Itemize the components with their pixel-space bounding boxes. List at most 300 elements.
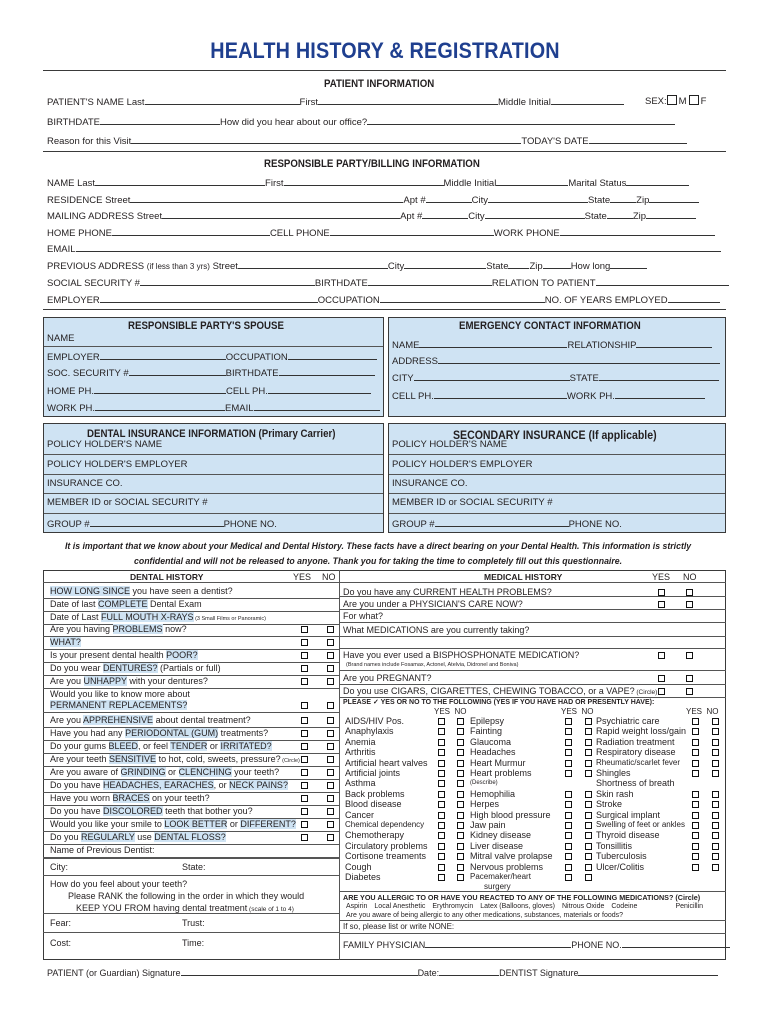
ec-work-field[interactable]	[615, 389, 705, 399]
spouse-email-field[interactable]	[254, 401, 380, 411]
condition-yes-checkbox[interactable]	[565, 728, 572, 735]
prev-street-field[interactable]	[238, 259, 388, 269]
dental-text: HEADACHES, EARACHES	[103, 780, 214, 790]
condition-no-checkbox[interactable]	[712, 832, 719, 839]
condition-yes-checkbox[interactable]	[438, 791, 445, 798]
condition-no-checkbox[interactable]	[712, 864, 719, 871]
label-prev-address: PREVIOUS ADDRESS	[47, 261, 145, 272]
dental-no-checkbox[interactable]	[327, 769, 334, 776]
condition-no-checkbox[interactable]	[585, 739, 592, 746]
condition-no-checkbox[interactable]	[712, 812, 719, 819]
ec-relationship-field[interactable]	[636, 338, 712, 348]
sex-m-checkbox[interactable]	[667, 95, 677, 105]
residence-field[interactable]	[130, 193, 403, 203]
dental-yes-checkbox[interactable]	[301, 782, 308, 789]
dental-question-q8	[50, 676, 208, 686]
condition-yes-checkbox[interactable]	[565, 843, 572, 850]
dental-no-checkbox[interactable]	[327, 639, 334, 646]
dental-no-header: NO	[322, 572, 336, 582]
condition-yes-checkbox[interactable]	[692, 832, 699, 839]
condition-no-checkbox[interactable]	[712, 718, 719, 725]
condition-yes-checkbox[interactable]	[565, 760, 572, 767]
label-ins1-phone: PHONE NO.	[223, 519, 277, 530]
condition-no-checkbox[interactable]	[585, 822, 592, 829]
dental-no-checkbox[interactable]	[327, 756, 334, 763]
condition-yes-checkbox[interactable]	[692, 843, 699, 850]
condition-yes-checkbox[interactable]	[438, 770, 445, 777]
allergen-local-anesthetic[interactable]: Local Anesthetic	[374, 903, 426, 910]
dental-yes-checkbox[interactable]	[301, 702, 308, 709]
dental-yes-checkbox[interactable]	[301, 626, 308, 633]
billing-birthdate-field[interactable]	[368, 276, 492, 286]
condition-yes-checkbox[interactable]	[438, 749, 445, 756]
condition-no-checkbox[interactable]	[457, 822, 464, 829]
condition-no-checkbox[interactable]	[712, 843, 719, 850]
medical-no-checkbox[interactable]	[686, 675, 693, 682]
condition-no-checkbox[interactable]	[712, 822, 719, 829]
dental-text: Is your present dental health	[50, 650, 167, 660]
med-line-6	[339, 670, 726, 671]
dental-yes-checkbox[interactable]	[301, 743, 308, 750]
prev-zip-field[interactable]	[543, 259, 571, 269]
zip-field[interactable]	[649, 193, 699, 203]
dental-no-checkbox[interactable]	[327, 834, 334, 841]
label-prev-city: City	[387, 261, 405, 272]
dental-no-checkbox[interactable]	[327, 652, 334, 659]
dental-no-checkbox[interactable]	[327, 795, 334, 802]
city-field[interactable]	[488, 193, 588, 203]
condition-2-1: Rapid weight loss/gain	[596, 726, 687, 737]
label-years: NO. OF YEARS EMPLOYED	[544, 295, 668, 306]
allergy-question: ARE YOU ALLERGIC TO OR HAVE YOU REACTED TO ANY OF THE FOLLOWING MEDICATIONS? (Circle)	[343, 893, 701, 902]
condition-yes-checkbox[interactable]	[438, 739, 445, 746]
label-physician-phone: PHONE NO.	[571, 940, 622, 950]
condition-no-checkbox[interactable]	[712, 739, 719, 746]
label-spouse-birthdate: BIRTHDATE	[225, 368, 279, 379]
dental-yes-checkbox[interactable]	[301, 678, 308, 685]
medical-no-checkbox[interactable]	[686, 688, 693, 695]
condition-yes-checkbox[interactable]	[438, 801, 445, 808]
condition-no-checkbox[interactable]	[712, 749, 719, 756]
dental-text: LOOK BETTER	[164, 819, 228, 829]
condition-yes-checkbox[interactable]	[438, 780, 445, 787]
dental-no-checkbox[interactable]	[327, 782, 334, 789]
label-zip2: Zip	[632, 211, 647, 222]
medical-yes-checkbox[interactable]	[658, 652, 665, 659]
dental-text: , or	[213, 780, 230, 790]
condition-no-checkbox[interactable]	[457, 728, 464, 735]
allergy-mid-line	[339, 920, 726, 921]
ins2-group-field[interactable]	[435, 517, 569, 527]
spouse-ssn-field[interactable]	[129, 366, 226, 376]
state2-field[interactable]	[607, 209, 633, 219]
email-field[interactable]	[76, 242, 721, 252]
ins2-holder-line	[389, 454, 725, 455]
condition-yes-checkbox[interactable]	[565, 874, 572, 881]
condition-yes-checkbox[interactable]	[565, 864, 572, 871]
allergen-penicillin[interactable]: Penicillin	[675, 903, 704, 910]
condition-yes-checkbox[interactable]	[692, 864, 699, 871]
condition-no-checkbox[interactable]	[585, 853, 592, 860]
condition-no-checkbox[interactable]	[585, 874, 592, 881]
medical-no-checkbox[interactable]	[686, 652, 693, 659]
med-line-4	[339, 636, 726, 637]
condition-no-checkbox[interactable]	[585, 843, 592, 850]
condition-yes-checkbox[interactable]	[692, 739, 699, 746]
condition-yes-checkbox[interactable]	[438, 812, 445, 819]
ec-name-field[interactable]	[419, 338, 567, 348]
condition-yes-checkbox[interactable]	[438, 874, 445, 881]
condition-no-checkbox[interactable]	[457, 874, 464, 881]
if-so-label: If so, please list or write NONE:	[343, 922, 455, 931]
condition-yes-checkbox[interactable]	[692, 728, 699, 735]
hear-field[interactable]	[367, 115, 675, 125]
med-line-5	[339, 648, 726, 649]
home-phone-field[interactable]	[112, 226, 270, 236]
label-ssn: SOCIAL SECURITY #	[47, 278, 140, 289]
dental-no-checkbox[interactable]	[327, 678, 334, 685]
spouse-work-field[interactable]	[95, 401, 225, 411]
dental-no-checkbox[interactable]	[327, 743, 334, 750]
today-field[interactable]	[589, 134, 687, 144]
feel-label: How do you feel about your teeth?	[50, 879, 188, 889]
condition-yes-checkbox[interactable]	[438, 822, 445, 829]
condition-1-5: Heart problems	[470, 768, 532, 778]
label-ec-cell: CELL PH.	[392, 391, 434, 402]
allergen-nitrous-oxide[interactable]: Nitrous Oxide	[561, 903, 605, 910]
dental-section-line	[43, 858, 339, 859]
condition-no-checkbox[interactable]	[457, 791, 464, 798]
condition-no-checkbox[interactable]	[585, 801, 592, 808]
condition-no-checkbox[interactable]	[585, 770, 592, 777]
condition-yes-checkbox[interactable]	[565, 770, 572, 777]
dental-text: DISCOLORED	[103, 806, 163, 816]
cell-phone-field[interactable]	[330, 226, 494, 236]
condition-1-11: Kidney disease	[470, 830, 532, 841]
dental-yes-checkbox[interactable]	[301, 652, 308, 659]
label-physician: FAMILY PHYSICIAN	[343, 940, 426, 950]
condition-1-14: Nervous problems	[470, 861, 544, 872]
med-line-1	[339, 596, 726, 597]
zip2-field[interactable]	[646, 209, 696, 219]
spouse-occupation-field[interactable]	[288, 350, 377, 360]
med-q7-text: Do you use CIGARS, CIGARETTES, CHEWING TOBACCO, or a VAPE?	[343, 686, 635, 696]
dental-question-q6	[50, 650, 198, 660]
label-reason: Reason for this Visit	[47, 136, 132, 147]
condition-no-checkbox[interactable]	[712, 791, 719, 798]
dental-header: DENTAL HISTORY	[130, 572, 204, 582]
condition-yes-checkbox[interactable]	[692, 812, 699, 819]
label-spouse-home: HOME PH.	[47, 386, 94, 397]
label-email: EMAIL	[47, 244, 76, 255]
dental-no-checkbox[interactable]	[327, 717, 334, 724]
dental-no-checkbox[interactable]	[327, 702, 334, 709]
reason-field[interactable]	[131, 134, 521, 144]
birthdate-field[interactable]	[100, 115, 220, 125]
dental-text: Do you have	[50, 806, 104, 816]
condition-yes-checkbox[interactable]	[438, 853, 445, 860]
condition-1-0: Epilepsy	[470, 716, 505, 726]
state-field[interactable]	[610, 193, 636, 203]
apt2-field[interactable]	[422, 209, 468, 219]
spouse-birthdate-field[interactable]	[279, 366, 375, 376]
allergen-erythromycin[interactable]: Erythromycin	[432, 903, 474, 910]
label-prev-state: State	[486, 261, 509, 272]
condition-no-checkbox[interactable]	[457, 812, 464, 819]
condition-no-checkbox[interactable]	[457, 760, 464, 767]
med-q1: Do you have any CURRENT HEALTH PROBLEMS?	[343, 587, 552, 597]
medical-no-checkbox[interactable]	[686, 589, 693, 596]
dental-text: Are you aware of	[50, 767, 121, 777]
condition-no-checkbox[interactable]	[585, 791, 592, 798]
medical-yes-header: YES	[652, 572, 671, 582]
condition-yes-checkbox[interactable]	[692, 801, 699, 808]
spouse-employer-field[interactable]	[100, 350, 226, 360]
condition-yes-checkbox[interactable]	[565, 791, 572, 798]
condition-1-1: Fainting	[470, 726, 503, 737]
condition-no-checkbox[interactable]	[457, 718, 464, 725]
condition-no-checkbox[interactable]	[457, 749, 464, 756]
dental-question-q14	[50, 767, 279, 777]
condition-0-4: Artificial heart valves	[345, 757, 428, 768]
dentist-signature-field[interactable]	[578, 966, 718, 976]
dental-yes-checkbox[interactable]	[301, 665, 308, 672]
dental-yes-checkbox[interactable]	[301, 795, 308, 802]
dental-text: PERIODONTAL (GUM)	[125, 728, 219, 738]
condition-yes-checkbox[interactable]	[438, 832, 445, 839]
condition-0-5: Artificial joints	[345, 768, 401, 778]
condition-no-checkbox[interactable]	[457, 864, 464, 871]
dental-yes-checkbox[interactable]	[301, 730, 308, 737]
condition-yes-checkbox[interactable]	[692, 822, 699, 829]
date-field[interactable]	[439, 966, 499, 976]
dental-text: SENSITIVE	[109, 754, 157, 764]
condition-no-checkbox[interactable]	[457, 832, 464, 839]
dental-text: Have you worn	[50, 793, 113, 803]
condition-no-checkbox[interactable]	[585, 864, 592, 871]
dental-text: Are you	[50, 715, 84, 725]
dental-text: TENDER	[170, 741, 208, 751]
dental-text: Date of last	[50, 599, 99, 609]
label-ins2-member: MEMBER ID or SOCIAL SECURITY #	[392, 497, 553, 508]
condition-yes-checkbox[interactable]	[438, 843, 445, 850]
prev-city-field[interactable]	[404, 259, 486, 269]
ec-address-field[interactable]	[438, 354, 720, 364]
condition-no-checkbox[interactable]	[585, 728, 592, 735]
allergy-top-line	[339, 891, 726, 892]
medical-yes-checkbox[interactable]	[658, 688, 665, 695]
physician-phone-field[interactable]	[622, 938, 730, 948]
medical-yes-checkbox[interactable]	[658, 675, 665, 682]
condition-no-checkbox[interactable]	[457, 801, 464, 808]
patient-middle-field[interactable]	[551, 95, 624, 105]
dental-question-q4	[50, 624, 187, 634]
label-ec-city: CITY	[392, 373, 414, 384]
allergen-codeine[interactable]: Codeine	[611, 903, 638, 910]
label-cell-phone: CELL PHONE	[269, 228, 330, 239]
condition-no-checkbox[interactable]	[712, 728, 719, 735]
billing-middle-field[interactable]	[496, 176, 568, 186]
medical-no-checkbox[interactable]	[686, 601, 693, 608]
medical-header: MEDICAL HISTORY	[484, 572, 563, 582]
condition-no-checkbox[interactable]	[457, 770, 464, 777]
marital-field[interactable]	[626, 176, 689, 186]
patient-last-field[interactable]	[145, 95, 300, 105]
apt-field[interactable]	[426, 193, 472, 203]
condition-yes-checkbox[interactable]	[692, 791, 699, 798]
patient-info-header: PATIENT INFORMATION	[324, 78, 435, 90]
ssn-field[interactable]	[140, 276, 315, 286]
dental-yes-header: YES	[293, 572, 312, 582]
med-q2: Are you under a PHYSICIAN'S CARE NOW?	[343, 599, 523, 609]
condition-yes-checkbox[interactable]	[438, 718, 445, 725]
condition-yes-checkbox[interactable]	[692, 749, 699, 756]
dental-text: PROBLEMS	[112, 624, 163, 634]
condition-no-checkbox[interactable]	[457, 780, 464, 787]
condition-yes-checkbox[interactable]	[438, 760, 445, 767]
prev-state-field[interactable]	[508, 259, 529, 269]
condition-1-7: Hemophilia	[470, 788, 516, 799]
cost-label: Cost:	[50, 938, 72, 948]
work-phone-field[interactable]	[560, 226, 715, 236]
medical-yes-checkbox[interactable]	[658, 589, 665, 596]
condition-yes-checkbox[interactable]	[565, 801, 572, 808]
condition-2-4: Rheumatic/scarlet fever	[596, 757, 681, 767]
condition-2-5: Shingles	[596, 768, 631, 778]
condition-yes-checkbox[interactable]	[692, 718, 699, 725]
label-zip: Zip	[636, 195, 650, 206]
condition-no-checkbox[interactable]	[712, 760, 719, 767]
dental-no-checkbox[interactable]	[327, 808, 334, 815]
fear-label: Fear:	[50, 918, 72, 928]
dental-question-q11	[50, 728, 268, 738]
condition-1-15: Pacemaker/heart	[470, 872, 531, 881]
signature-field[interactable]	[181, 966, 418, 976]
ins1-group-field[interactable]	[90, 517, 224, 527]
label-ins1-company: INSURANCE CO.	[47, 478, 123, 489]
dental-text: Do you	[50, 832, 82, 842]
dental-yes-checkbox[interactable]	[301, 769, 308, 776]
years-field[interactable]	[668, 293, 720, 303]
condition-yes-checkbox[interactable]	[565, 853, 572, 860]
dental-no-checkbox[interactable]	[327, 730, 334, 737]
condition-no-checkbox[interactable]	[457, 843, 464, 850]
condition-no-checkbox[interactable]	[585, 749, 592, 756]
condition-0-14: Cough	[345, 861, 372, 872]
dental-yes-checkbox[interactable]	[301, 834, 308, 841]
allergen-latex-balloons-gloves-[interactable]: Latex (Balloons, gloves)	[480, 903, 555, 910]
medical-yes-checkbox[interactable]	[658, 601, 665, 608]
billing-first-field[interactable]	[284, 176, 444, 186]
condition-no-checkbox[interactable]	[585, 812, 592, 819]
dental-yes-checkbox[interactable]	[301, 821, 308, 828]
sex-f-checkbox[interactable]	[689, 95, 699, 105]
dental-text: you have seen a dentist?	[130, 586, 233, 596]
dental-section-line	[43, 875, 339, 876]
condition-yes-checkbox[interactable]	[565, 739, 572, 746]
spouse-cell-field[interactable]	[268, 384, 371, 394]
condition-1-3: Headaches	[470, 747, 516, 758]
employer-field[interactable]	[100, 293, 318, 303]
condition-yes-checkbox[interactable]	[692, 760, 699, 767]
city2-field[interactable]	[485, 209, 585, 219]
col1-yesno: YES NO	[434, 707, 467, 716]
ec-city-field[interactable]	[414, 371, 570, 381]
condition-no-checkbox[interactable]	[457, 739, 464, 746]
how-long-field[interactable]	[610, 259, 647, 269]
condition-no-checkbox[interactable]	[585, 832, 592, 839]
dental-question-q17	[50, 806, 253, 816]
ec-cell-field[interactable]	[434, 389, 567, 399]
ec-state-field[interactable]	[599, 371, 719, 381]
patient-first-field[interactable]	[318, 95, 498, 105]
condition-no-checkbox[interactable]	[712, 853, 719, 860]
dental-yes-checkbox[interactable]	[301, 717, 308, 724]
dental-text: or	[207, 741, 221, 751]
dental-text: APPREHENSIVE	[83, 715, 154, 725]
allergy-bottom-line	[339, 933, 726, 934]
condition-no-checkbox[interactable]	[457, 853, 464, 860]
dental-yes-checkbox[interactable]	[301, 808, 308, 815]
label-ins2-company: INSURANCE CO.	[392, 478, 468, 489]
condition-yes-checkbox[interactable]	[565, 812, 572, 819]
condition-1-8: Herpes	[470, 799, 500, 810]
dental-text: DENTAL FLOSS?	[154, 832, 226, 842]
condition-1-9: High blood pressure	[470, 809, 551, 820]
mailing-field[interactable]	[162, 209, 400, 219]
dental-no-checkbox[interactable]	[327, 665, 334, 672]
dental-text: NECK PAINS?	[229, 780, 288, 790]
condition-no-checkbox[interactable]	[585, 760, 592, 767]
condition-yes-checkbox[interactable]	[565, 822, 572, 829]
label-ec-state: STATE	[569, 373, 599, 384]
spouse-home-field[interactable]	[94, 384, 226, 394]
condition-no-checkbox[interactable]	[712, 770, 719, 777]
occupation-field[interactable]	[380, 293, 545, 303]
dental-no-checkbox[interactable]	[327, 626, 334, 633]
label-state: State	[587, 195, 611, 206]
condition-yes-checkbox[interactable]	[692, 853, 699, 860]
col3-yesno: YES NO	[686, 707, 719, 716]
label-spouse-work: WORK PH.	[47, 403, 96, 414]
relation-field[interactable]	[596, 276, 729, 286]
dental-yes-checkbox[interactable]	[301, 639, 308, 646]
dental-no-checkbox[interactable]	[327, 821, 334, 828]
dental-text: DENTURES?	[103, 663, 158, 673]
condition-yes-checkbox[interactable]	[565, 749, 572, 756]
med-line-2	[339, 609, 726, 610]
condition-2-2: Radiation treatment	[596, 736, 675, 747]
dental-text: CLENCHING	[178, 767, 232, 777]
label-apt: Apt #	[403, 195, 426, 206]
billing-last-field[interactable]	[95, 176, 265, 186]
condition-yes-checkbox[interactable]	[692, 770, 699, 777]
med-q7-note: (Circle)	[634, 689, 658, 696]
condition-no-checkbox[interactable]	[585, 718, 592, 725]
condition-yes-checkbox[interactable]	[565, 832, 572, 839]
physician-field[interactable]	[425, 938, 571, 948]
med-line-7	[339, 684, 726, 685]
condition-yes-checkbox[interactable]	[565, 718, 572, 725]
condition-0-6: Asthma	[345, 778, 376, 789]
condition-no-checkbox[interactable]	[712, 801, 719, 808]
dental-text: (Circle)	[280, 758, 300, 764]
dental-yes-checkbox[interactable]	[301, 756, 308, 763]
condition-yes-checkbox[interactable]	[438, 728, 445, 735]
dental-text: on your teeth?	[149, 793, 210, 803]
condition-yes-checkbox[interactable]	[438, 864, 445, 871]
allergen-aspirin[interactable]: Aspirin	[346, 903, 368, 910]
